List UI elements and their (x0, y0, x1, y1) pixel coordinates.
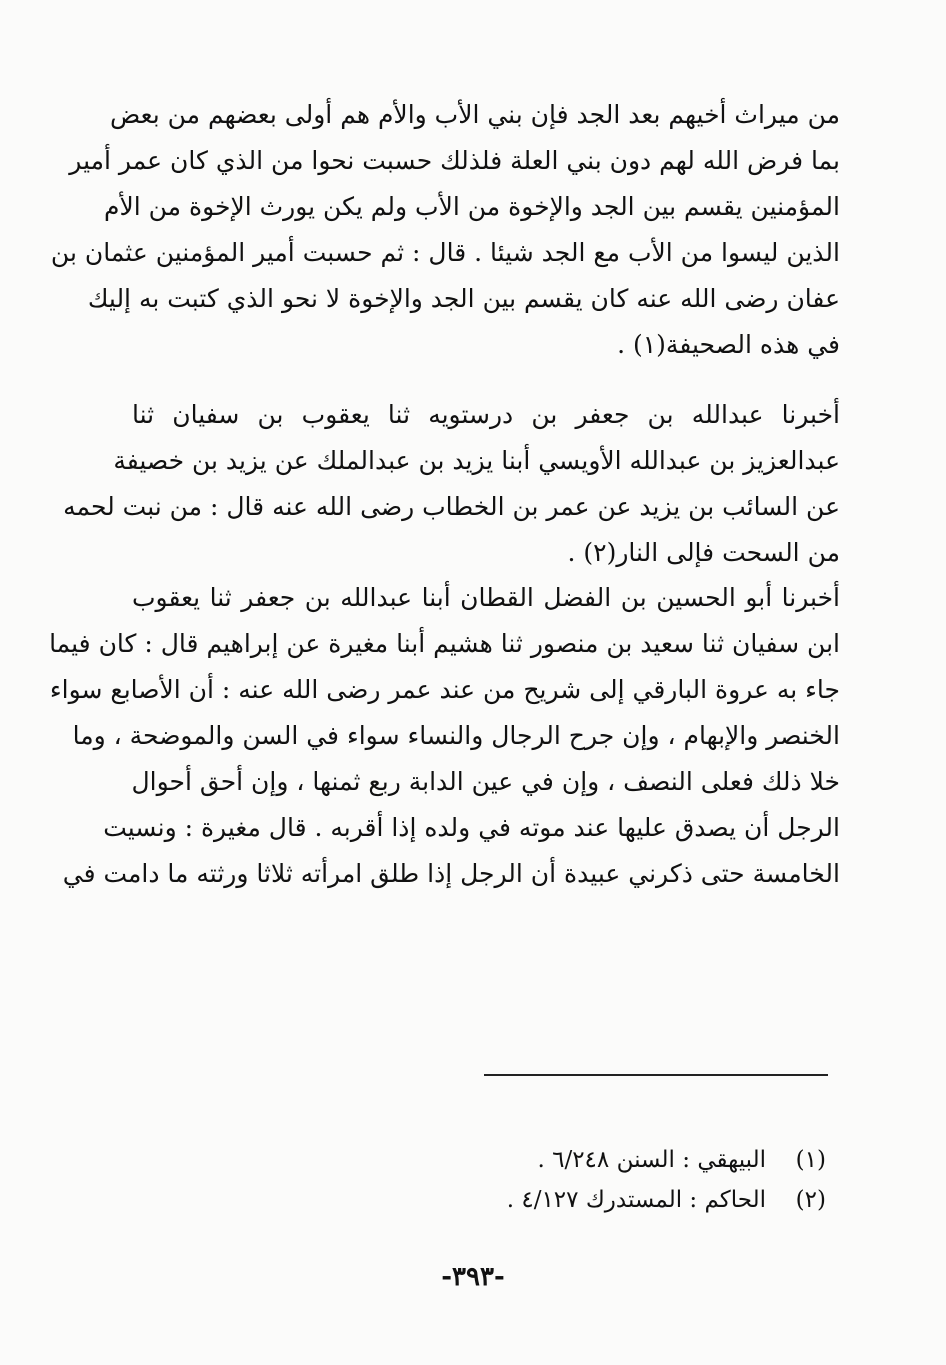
footnote-number: (١) (795, 1147, 826, 1173)
footnote-text: البيهقي : السنن ٦/٢٤٨ . (537, 1147, 766, 1173)
paragraph-line: بما فرض الله لهم دون بني العلة فلذلك حسبت نحوا من الذي كان عمر أمير (69, 146, 840, 175)
paragraph-line: عبدالعزيز بن عبدالله الأويسي أبنا يزيد بن عبدالملك عن يزيد بن خصيفة (113, 446, 840, 475)
paragraph-line: المؤمنين يقسم بين الجد والإخوة من الأب ولم يكن يورث الإخوة من الأم (104, 192, 840, 221)
paragraph-line: الخنصر والإبهام ، وإن جرح الرجال والنساء سواء في السن والموضحة ، وما (72, 721, 840, 750)
paragraph-line: في هذه الصحيفة(١) . (617, 330, 840, 359)
footnote-divider (484, 1074, 828, 1076)
footnotes (470, 1140, 826, 1220)
paragraph-line: عفان رضى الله عنه كان يقسم بين الجد والإخوة لا نحو الذي كتبت به إليك (87, 284, 840, 313)
paragraph-line: جاء به عروة البارقي إلى شريح من عند عمر رضى الله عنه : أن الأصابع سواء (49, 675, 840, 704)
paragraph-line: الذين ليسوا من الأب مع الجد شيئا . قال : ثم حسبت أمير المؤمنين عثمان بن (50, 238, 840, 267)
paragraph-1 (50, 92, 840, 368)
paragraph-line: من السحت فإلى النار(٢) . (567, 538, 840, 567)
paragraph-line: الرجل أن يصدق عليها عند موته في ولده إذا أقربه . قال مغيرة : ونسيت (103, 813, 840, 842)
paragraph-line: أخبرنا أبو الحسين بن الفضل القطان أبنا عبدالله بن جعفر ثنا يعقوب (132, 583, 840, 612)
footnote-number: (٢) (795, 1187, 826, 1213)
paragraph-3 (49, 575, 840, 897)
paragraph-line: أخبرنا عبدالله بن جعفر بن درستويه ثنا يعقوب بن سفيان ثنا (132, 400, 840, 429)
footnote-1 (470, 1140, 826, 1180)
footnote-text: الحاكم : المستدرك ٤/١٢٧ . (506, 1187, 766, 1213)
footnote-2 (470, 1180, 826, 1220)
paragraph-line: ابن سفيان ثنا سعيد بن منصور ثنا هشيم أبنا مغيرة عن إبراهيم قال : كان فيما (49, 629, 840, 658)
paragraph-line: عن السائب بن يزيد عن عمر بن الخطاب رضى الله عنه قال : من نبت لحمه (63, 492, 840, 521)
paragraph-line: الخامسة حتى ذكرني عبيدة أن الرجل إذا طلق امرأته ثلاثا ورثته ما دامت في (62, 859, 840, 888)
page-number: -٣٩٣- (441, 1262, 505, 1292)
paragraph-line: خلا ذلك فعلى النصف ، وإن في عين الدابة ربع ثمنها ، وإن أحق أحوال (131, 767, 840, 796)
paragraph-line: من ميراث أخيهم بعد الجد فإن بني الأب والأم هم أولى بعضهم من بعض (110, 100, 840, 129)
paragraph-2 (63, 392, 840, 576)
